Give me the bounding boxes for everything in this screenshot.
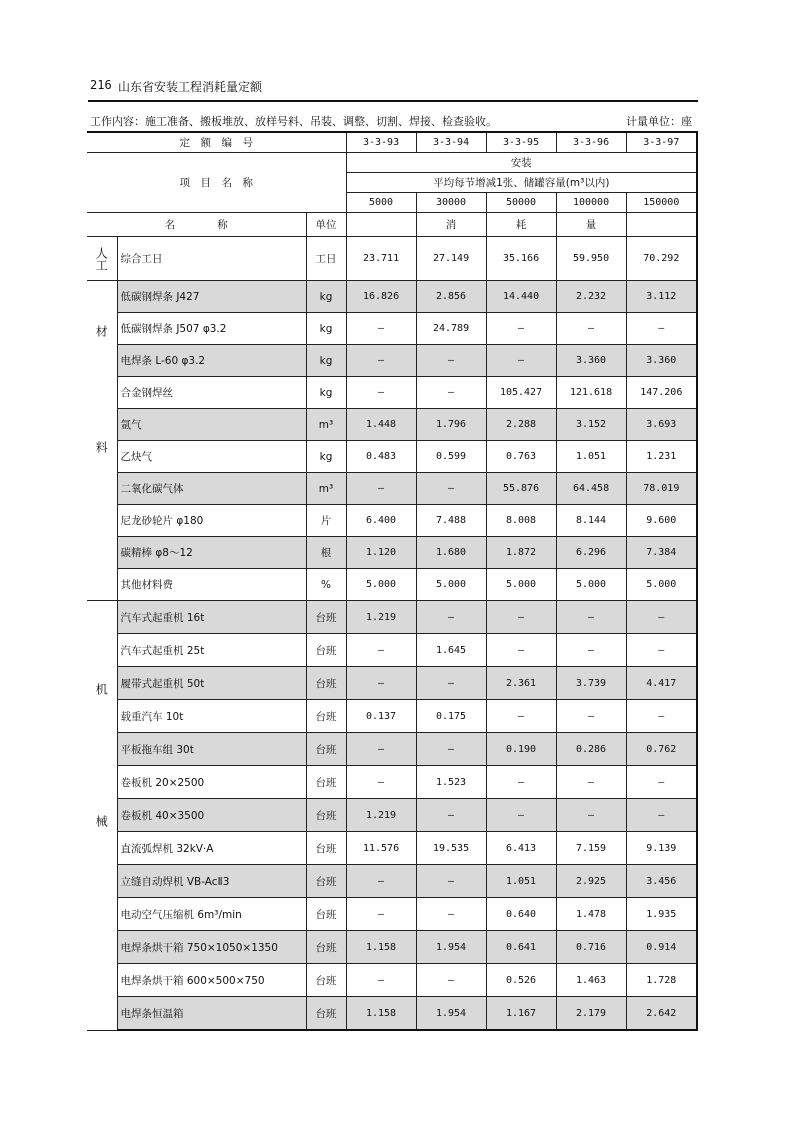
install-label: 安装 [346,153,697,173]
table-row [87,345,697,377]
item-name: 电焊条烘干箱 750×1050×1350 [117,931,306,964]
item-unit: 台班 [306,832,346,865]
item-name: 低碳钢焊条 J507 φ3.2 [117,313,306,345]
quota-code: 3-3-95 [486,132,556,153]
table-row [87,601,697,634]
capacity-value: 30000 [416,193,486,213]
quantity-cell: 0.914 [626,931,697,964]
quantity-cell: 1.954 [416,997,486,1031]
item-unit: kg [306,377,346,409]
quantity-cell: 1.478 [556,898,626,931]
quantity-cell: — [556,313,626,345]
quantity-cell: 6.400 [346,505,416,537]
quantity-cell: 3.152 [556,409,626,441]
table-row [87,441,697,473]
quantity-cell: 3.739 [556,667,626,700]
install-row [87,153,697,173]
item-unit: kg [306,441,346,473]
quantity-cell: — [416,898,486,931]
item-name: 氩气 [117,409,306,441]
quantity-cell: 0.190 [486,733,556,766]
quantity-cell: — [626,766,697,799]
book-title: 山东省安装工程消耗量定额 [118,80,263,94]
quantity-cell: — [346,667,416,700]
item-unit: 台班 [306,634,346,667]
quantity-cell: 1.796 [416,409,486,441]
quantity-cell: — [346,865,416,898]
quantity-cell: 2.642 [626,997,697,1031]
unit-column-header: 单位 [306,213,346,237]
table-row [87,931,697,964]
capacity-value: 150000 [626,193,697,213]
quantity-cell: 55.876 [486,473,556,505]
quantity-cell: 1.167 [486,997,556,1031]
quantity-cell: 5.000 [486,569,556,601]
table-row [87,537,697,569]
quantity-cell: 4.417 [626,667,697,700]
item-unit: 台班 [306,799,346,832]
table-row [87,997,697,1031]
page-header [88,74,698,102]
quantity-cell: — [486,634,556,667]
item-unit: % [306,569,346,601]
quantity-cell: — [416,733,486,766]
column-header-row [87,213,697,237]
quantity-cell: 5.000 [556,569,626,601]
quantity-cell: 35.166 [486,237,556,281]
quantity-cell: 1.645 [416,634,486,667]
quantity-cell: — [346,898,416,931]
item-unit: 台班 [306,997,346,1031]
quantity-cell: — [416,799,486,832]
item-name: 综合工日 [117,237,306,281]
quantity-cell: — [416,865,486,898]
quantity-cell: 1.448 [346,409,416,441]
quantity-cell: — [626,634,697,667]
consumption-header-blank [626,213,697,237]
item-unit: m³ [306,409,346,441]
item-unit: 台班 [306,931,346,964]
quantity-cell: 2.361 [486,667,556,700]
item-unit: 片 [306,505,346,537]
quantity-cell: 0.483 [346,441,416,473]
quantity-cell: 2.179 [556,997,626,1031]
quantity-cell: 1.680 [416,537,486,569]
consumption-header-blank [346,213,416,237]
quantity-cell: 1.219 [346,601,416,634]
item-unit: 台班 [306,964,346,997]
quantity-cell: — [556,601,626,634]
item-name: 电动空气压缩机 6m³/min [117,898,306,931]
quantity-cell: 2.856 [416,281,486,313]
item-unit: 根 [306,537,346,569]
table-row [87,733,697,766]
quantity-cell: 1.219 [346,799,416,832]
quantity-cell: 70.292 [626,237,697,281]
consumption-header-char: 量 [556,213,626,237]
table-row [87,473,697,505]
page-number: 216 [90,78,112,92]
quantity-cell: — [346,634,416,667]
quantity-cell: 0.762 [626,733,697,766]
quantity-cell: — [416,345,486,377]
item-unit: 台班 [306,700,346,733]
capacity-value: 5000 [346,193,416,213]
quota-code: 3-3-93 [346,132,416,153]
quantity-cell: 0.175 [416,700,486,733]
table-row [87,832,697,865]
table-row [87,281,697,313]
quantity-cell: 1.231 [626,441,697,473]
item-unit: kg [306,313,346,345]
quantity-cell: 1.120 [346,537,416,569]
quantity-cell: 78.019 [626,473,697,505]
item-unit: kg [306,281,346,313]
table-row [87,898,697,931]
category-label: 材料 [87,281,117,601]
quantity-cell: 9.600 [626,505,697,537]
item-unit: 台班 [306,733,346,766]
table-row [87,667,697,700]
quantity-cell: 1.935 [626,898,697,931]
item-name: 卷板机 20×2500 [117,766,306,799]
quantity-cell: — [346,377,416,409]
item-name: 尼龙砂轮片 φ180 [117,505,306,537]
item-name: 立缝自动焊机 VB-AcⅡ3 [117,865,306,898]
quantity-cell: — [346,313,416,345]
table-row [87,799,697,832]
quantity-cell: 3.360 [556,345,626,377]
quantity-cell: — [416,377,486,409]
quantity-cell: 0.286 [556,733,626,766]
quantity-cell: 1.463 [556,964,626,997]
quantity-cell: 64.458 [556,473,626,505]
quantity-cell: — [416,601,486,634]
quantity-cell: 3.693 [626,409,697,441]
quantity-cell: 7.159 [556,832,626,865]
quantity-cell: 2.232 [556,281,626,313]
work-content [90,113,696,129]
table-row [87,964,697,997]
item-name: 卷板机 40×3500 [117,799,306,832]
quota-code: 3-3-97 [626,132,697,153]
item-name: 汽车式起重机 25t [117,634,306,667]
quota-code-row [87,132,697,153]
table-row [87,700,697,733]
capacity-value: 100000 [556,193,626,213]
quota-code-label: 定 额 编 号 [87,132,346,153]
item-name: 电焊条恒温箱 [117,997,306,1031]
quantity-cell: 5.000 [346,569,416,601]
quantity-cell: — [416,964,486,997]
quantity-cell: 23.711 [346,237,416,281]
quantity-cell: — [486,345,556,377]
quantity-cell: 105.427 [486,377,556,409]
table-row [87,377,697,409]
consumption-header-char: 消 [416,213,486,237]
quantity-cell: 1.051 [486,865,556,898]
quantity-cell: — [346,964,416,997]
item-name: 低碳钢焊条 J427 [117,281,306,313]
quantity-cell: — [556,766,626,799]
quantity-cell: 9.139 [626,832,697,865]
quantity-cell: 8.008 [486,505,556,537]
quota-table [87,131,698,1031]
table-row [87,634,697,667]
quantity-cell: 2.288 [486,409,556,441]
quantity-cell: 16.826 [346,281,416,313]
quantity-cell: — [346,766,416,799]
item-name: 电焊条烘干箱 600×500×750 [117,964,306,997]
quantity-cell: 1.158 [346,931,416,964]
quantity-cell: 3.112 [626,281,697,313]
quantity-cell: — [346,345,416,377]
quantity-cell: 14.440 [486,281,556,313]
quantity-cell: 27.149 [416,237,486,281]
quantity-cell: — [486,601,556,634]
quantity-cell: 0.763 [486,441,556,473]
quantity-cell: 1.051 [556,441,626,473]
quantity-cell: — [556,634,626,667]
capacity-subtitle: 平均每节增减1张、储罐容量(m³以内) [346,173,697,193]
quantity-cell: 59.950 [556,237,626,281]
quantity-cell: 11.576 [346,832,416,865]
quantity-cell: — [486,766,556,799]
table-row [87,409,697,441]
quantity-cell: 0.137 [346,700,416,733]
quantity-cell: 3.456 [626,865,697,898]
quantity-cell: — [556,799,626,832]
item-name: 汽车式起重机 16t [117,601,306,634]
quantity-cell: 0.641 [486,931,556,964]
quantity-cell: 19.535 [416,832,486,865]
item-unit: 台班 [306,766,346,799]
quantity-cell: — [416,473,486,505]
table-row [87,865,697,898]
quantity-cell: 1.728 [626,964,697,997]
item-name: 碳精棒 φ8～12 [117,537,306,569]
quantity-cell: 0.526 [486,964,556,997]
quantity-cell: — [626,313,697,345]
item-name-label: 项 目 名 称 [87,153,346,213]
work-content-label: 工作内容：施工准备、搬板堆放、放样号料、吊装、调整、切割、焊接、检查验收。 [90,115,497,128]
quantity-cell: — [626,799,697,832]
quantity-cell: 7.488 [416,505,486,537]
quantity-cell: 5.000 [626,569,697,601]
item-name: 直流弧焊机 32kV·A [117,832,306,865]
item-unit: kg [306,345,346,377]
item-unit: 工日 [306,237,346,281]
quantity-cell: — [346,473,416,505]
quantity-cell: 6.413 [486,832,556,865]
item-name: 其他材料费 [117,569,306,601]
name-column-header: 名 称 [87,213,306,237]
quota-code: 3-3-96 [556,132,626,153]
item-name: 载重汽车 10t [117,700,306,733]
quantity-cell: — [346,733,416,766]
quantity-cell: 147.206 [626,377,697,409]
quota-code: 3-3-94 [416,132,486,153]
item-name: 二氧化碳气体 [117,473,306,505]
quantity-cell: 0.640 [486,898,556,931]
quantity-cell: 6.296 [556,537,626,569]
item-name: 平板拖车组 30t [117,733,306,766]
quantity-cell: — [486,313,556,345]
item-unit: 台班 [306,898,346,931]
quantity-cell: — [626,700,697,733]
item-name: 合金钢焊丝 [117,377,306,409]
quantity-cell: 24.789 [416,313,486,345]
item-unit: 台班 [306,601,346,634]
quantity-cell: — [486,799,556,832]
quantity-cell: 0.716 [556,931,626,964]
item-name: 履带式起重机 50t [117,667,306,700]
item-unit: 台班 [306,667,346,700]
table-row [87,505,697,537]
quantity-cell: 121.618 [556,377,626,409]
item-unit: 台班 [306,865,346,898]
quantity-cell: 3.360 [626,345,697,377]
table-row [87,766,697,799]
measurement-unit: 计量单位：座 [626,115,692,128]
quantity-cell: 7.384 [626,537,697,569]
quantity-cell: 2.925 [556,865,626,898]
quantity-cell: 1.158 [346,997,416,1031]
quantity-cell: — [486,700,556,733]
capacity-value: 50000 [486,193,556,213]
item-unit: m³ [306,473,346,505]
table-row [87,569,697,601]
item-name: 乙炔气 [117,441,306,473]
quantity-cell: 8.144 [556,505,626,537]
consumption-header-char: 耗 [486,213,556,237]
table-row [87,313,697,345]
table-row [87,237,697,281]
category-label: 人工 [87,237,117,281]
quantity-cell: — [416,667,486,700]
quantity-cell: 1.954 [416,931,486,964]
quantity-cell: — [556,700,626,733]
item-name: 电焊条 L-60 φ3.2 [117,345,306,377]
quantity-cell: — [626,601,697,634]
category-label: 机械 [87,601,117,1031]
quantity-cell: 1.523 [416,766,486,799]
quantity-cell: 1.872 [486,537,556,569]
quantity-cell: 0.599 [416,441,486,473]
quantity-cell: 5.000 [416,569,486,601]
